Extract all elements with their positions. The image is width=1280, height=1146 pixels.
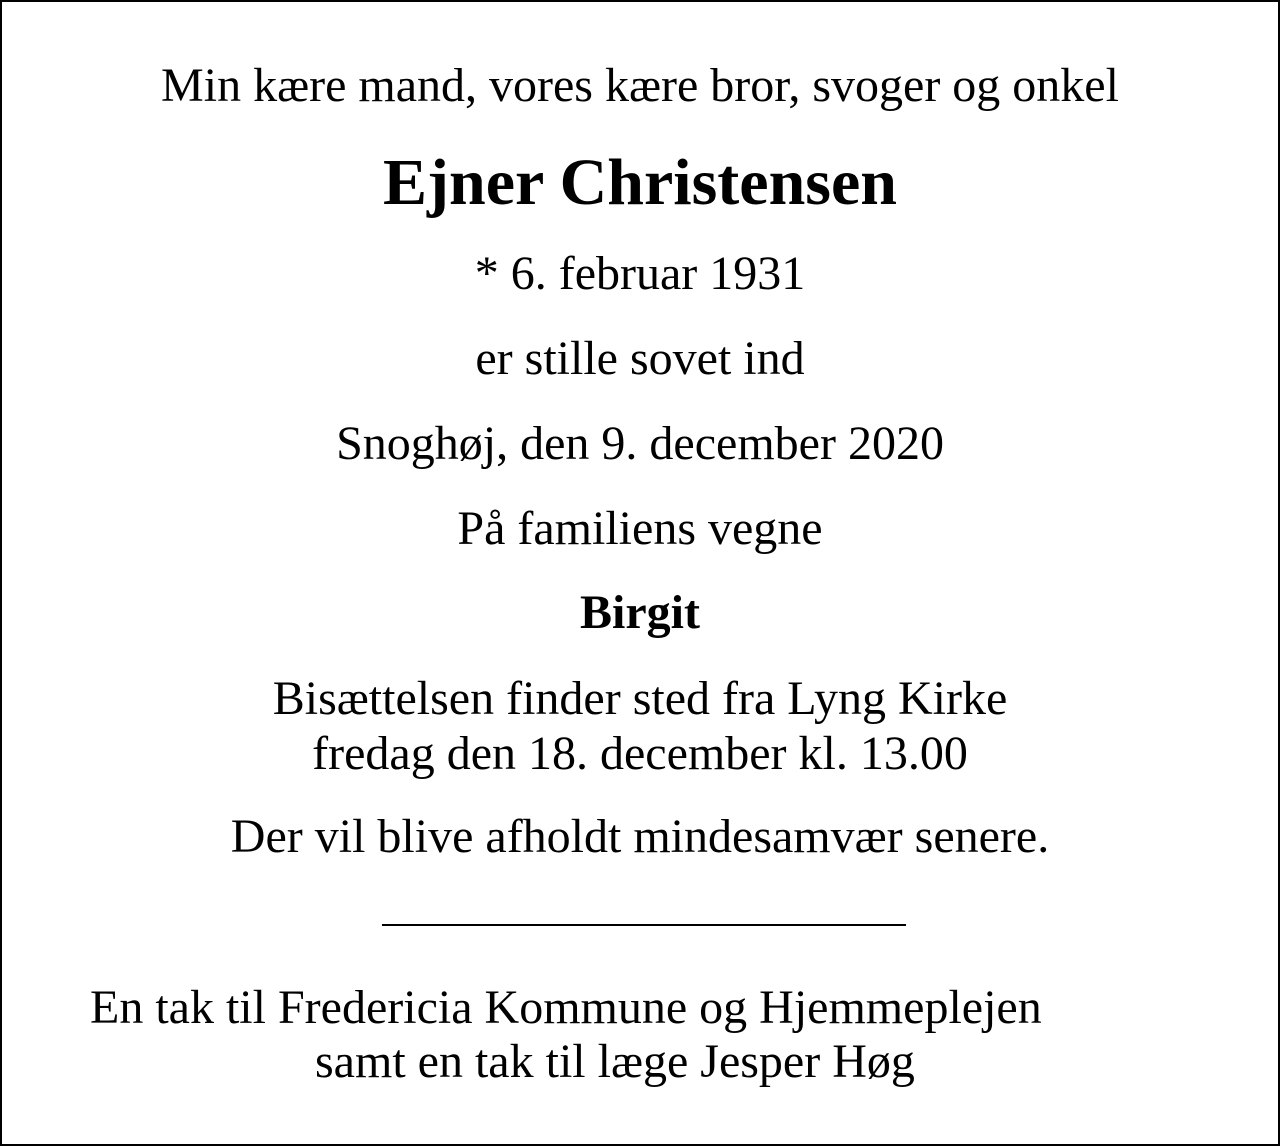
on-behalf-text: På familiens vegne (457, 502, 823, 555)
thanks-line-1: En tak til Fredericia Kommune og Hjemmeplejen (90, 981, 1042, 1034)
funeral-info-line-2: fredag den 18. december kl. 13.00 (312, 727, 968, 780)
deceased-name: Ejner Christensen (383, 146, 897, 219)
thanks-line-2: samt en tak til læge Jesper Høg (315, 1035, 915, 1088)
place-and-date: Snoghøj, den 9. december 2020 (336, 417, 944, 470)
intro-line: Min kære mand, vores kære bror, svoger og onkel (161, 59, 1119, 112)
memorial-text: Der vil blive afholdt mindesamvær senere. (230, 810, 1050, 863)
divider-line (382, 924, 906, 926)
funeral-info-line-1: Bisættelsen finder sted fra Lyng Kirke (272, 672, 1008, 725)
passed-text: er stille sovet ind (475, 332, 805, 385)
signer-name: Birgit (580, 586, 700, 639)
birth-date: * 6. februar 1931 (474, 247, 806, 300)
